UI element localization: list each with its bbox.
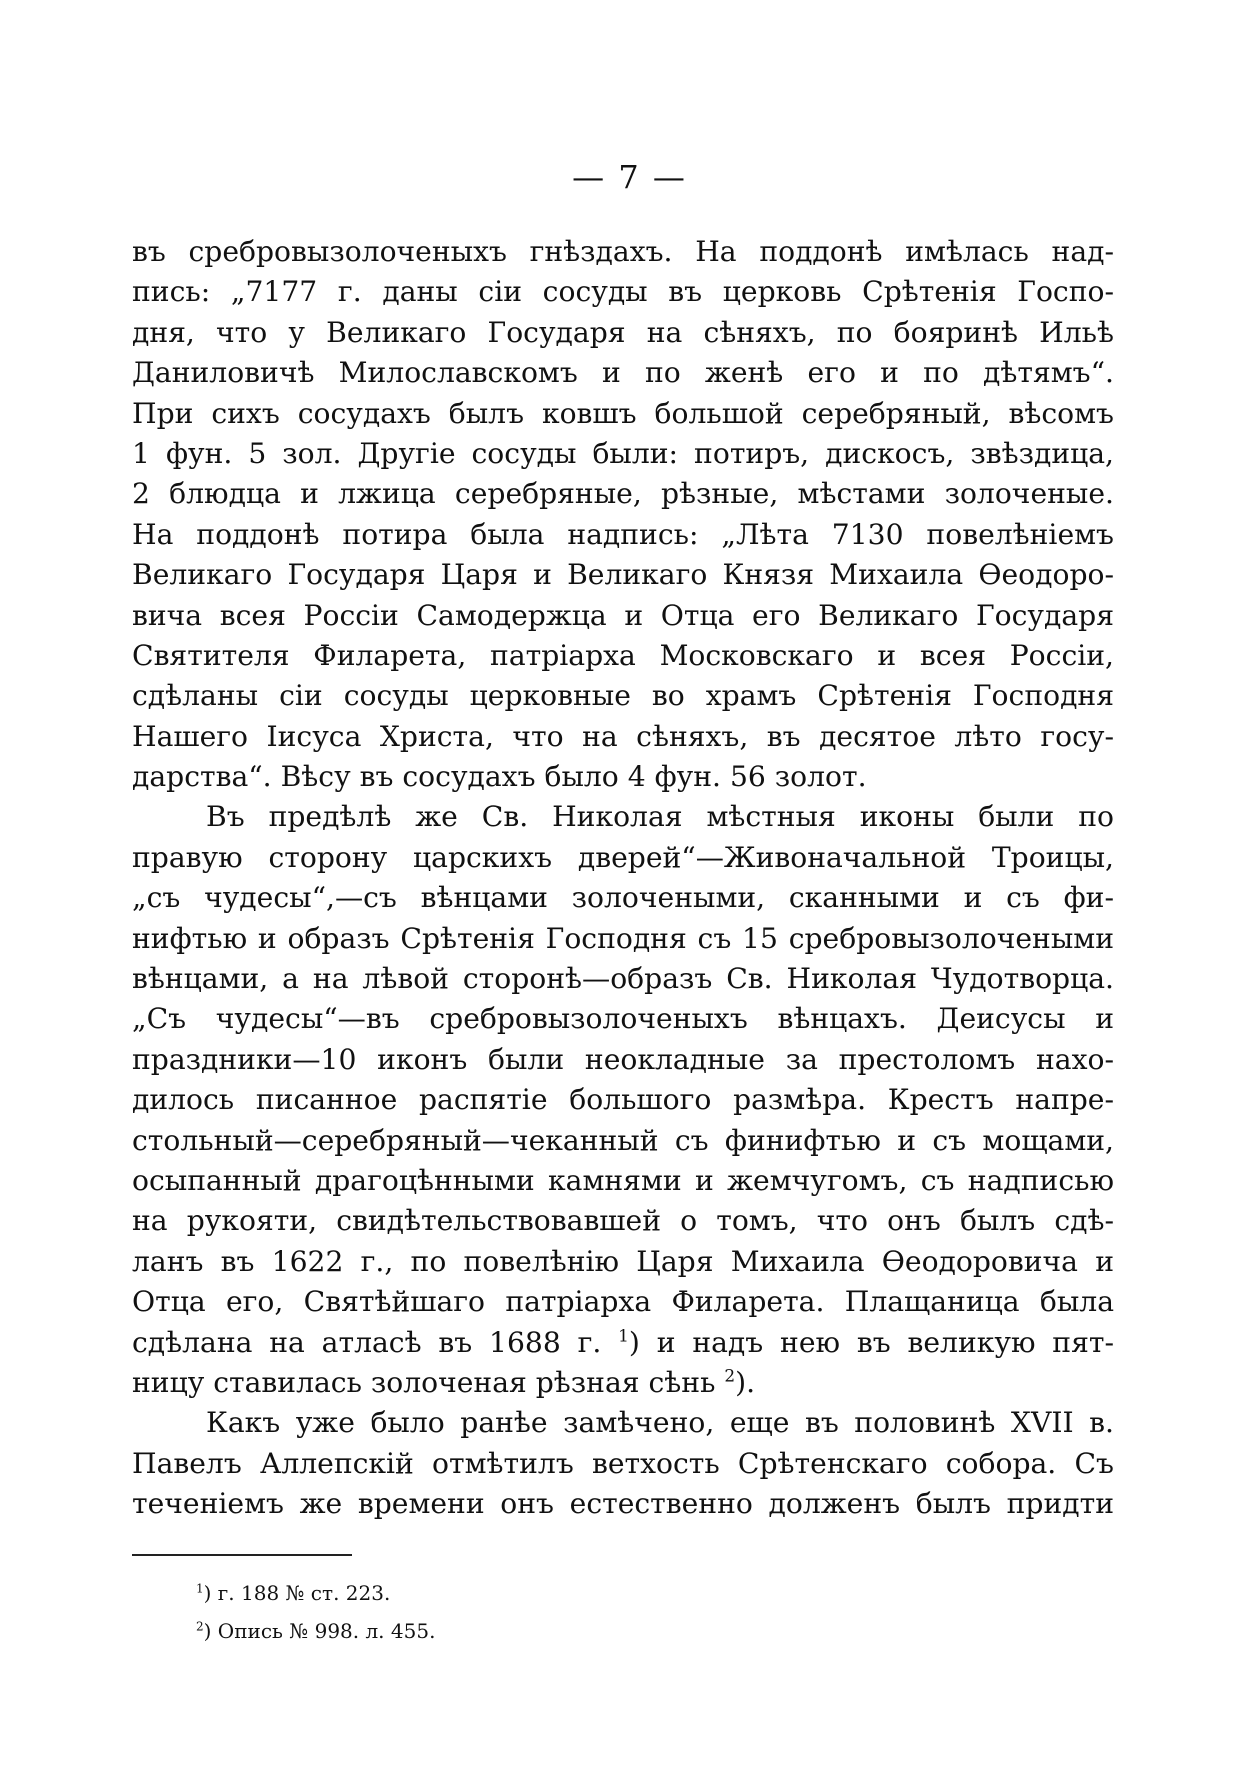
footnote	[196, 1574, 435, 1612]
text-line: Великаго Государя Царя и Великаго Князя Михаила Ѳеодоро-	[132, 558, 1114, 592]
text-line: „съ чудесы“,—съ вѣнцами золочеными, сканными и съ фи-	[132, 881, 1114, 915]
text-line: стольный—серебряный—чеканный съ финифтью и съ мощами,	[132, 1123, 1114, 1157]
text-line	[132, 1363, 1114, 1403]
footnote-mark: 1	[196, 1581, 204, 1596]
text-fragment: ).	[735, 1365, 756, 1399]
footnote-divider	[132, 1554, 352, 1556]
text-line: дарства“. Вѣсу въ сосудахъ было 4 фун. 56 золот.	[132, 760, 867, 794]
text-line: теченіемъ же времени онъ естественно долженъ былъ придти	[132, 1487, 1114, 1521]
text-line: праздники—10 иконъ были неокладные за престоломъ нахо-	[132, 1042, 1114, 1076]
text-fragment: сдѣлана на атласѣ въ 1688 г.	[132, 1325, 602, 1359]
text-line: дня, что у Великаго Государя на сѣняхъ, по бояринѣ Ильѣ	[132, 315, 1114, 349]
text-line: дилось писанное распятіе большого размѣра. Крестъ напре-	[132, 1083, 1114, 1117]
footnotes	[196, 1574, 435, 1650]
text-line: вича всея Россіи Самодержца и Отца его Великаго Государя	[132, 598, 1114, 632]
text-line: пись: „7177 г. даны сіи сосуды въ церковь Срѣтенія Госпо-	[132, 275, 1114, 309]
text-line: въ сребровызолоченыхъ гнѣздахъ. На поддонѣ имѣлась над-	[132, 235, 1114, 268]
body-text	[132, 232, 1114, 1525]
text-line: на рукояти, свидѣтельствовавшей о томъ, что онъ былъ сдѣ-	[132, 1204, 1114, 1238]
footnote-text: ) Опись № 998. л. 455.	[203, 1619, 436, 1643]
text-line: Нашего Іисуса Христа, что на сѣняхъ, въ десятое лѣто госу-	[132, 719, 1114, 753]
text-line: Павелъ Аллепскій отмѣтилъ ветхость Срѣтенскаго собора. Съ	[132, 1446, 1114, 1480]
text-line: Какъ уже было ранѣе замѣчено, еще въ половинѣ XVII в.	[206, 1406, 1114, 1440]
text-line: правую сторону царскихъ дверей“—Живоначальной Троицы,	[132, 840, 1114, 874]
text-line: 1 фун. 5 зол. Другіе сосуды были: потиръ, дискосъ, звѣздица,	[132, 436, 1114, 470]
text-line: Святителя Филарета, патріарха Московскаго и всея Россіи,	[132, 638, 1114, 672]
text-line: Въ предѣлѣ же Св. Николая мѣстныя иконы были по	[206, 800, 1114, 834]
text-line: ланъ въ 1622 г., по повелѣнію Царя Михаила Ѳеодоровича и	[132, 1244, 1114, 1278]
text-line: осыпанный драгоцѣнными камнями и жемчугомъ, съ надписью	[132, 1163, 1114, 1197]
text-line: „Съ чудесы“—въ сребровызолоченыхъ вѣнцахъ. Деисусы и	[132, 1002, 1114, 1036]
text-line: сдѣланы сіи сосуды церковные во храмъ Срѣтенія Господня	[132, 679, 1114, 713]
text-fragment: ) и надъ нею въ великую пят-	[628, 1325, 1114, 1359]
text-line: нифтью и образъ Срѣтенія Господня съ 15 сребровызолочеными	[132, 921, 1114, 955]
text-line: Отца его, Святѣйшаго патріарха Филарета. Плащаница была	[132, 1285, 1114, 1319]
footnote-ref: 1	[618, 1325, 629, 1346]
text-fragment: ницу ставилась золоченая рѣзная сѣнь	[132, 1365, 716, 1399]
text-line: 2 блюдца и лжица серебряные, рѣзные, мѣстами золоченые.	[132, 477, 1114, 511]
text-line: Даниловичѣ Милославскомъ и по женѣ его и по дѣтямъ“.	[132, 356, 1114, 390]
footnote-ref: 2	[724, 1365, 736, 1386]
footnote	[196, 1612, 435, 1650]
footnote-text: ) г. 188 № ст. 223.	[203, 1581, 391, 1605]
text-line: На поддонѣ потира была надпись: „Лѣта 7130 повелѣніемъ	[132, 517, 1114, 551]
text-line	[132, 1323, 1114, 1363]
text-line: вѣнцами, а на лѣвой сторонѣ—образъ Св. Николая Чудотворца.	[132, 962, 1114, 996]
page-number: — 7 —	[572, 158, 687, 196]
footnote-mark: 2	[196, 1619, 204, 1634]
text-line: При сихъ сосудахъ былъ ковшъ большой серебряный, вѣсомъ	[132, 396, 1114, 430]
